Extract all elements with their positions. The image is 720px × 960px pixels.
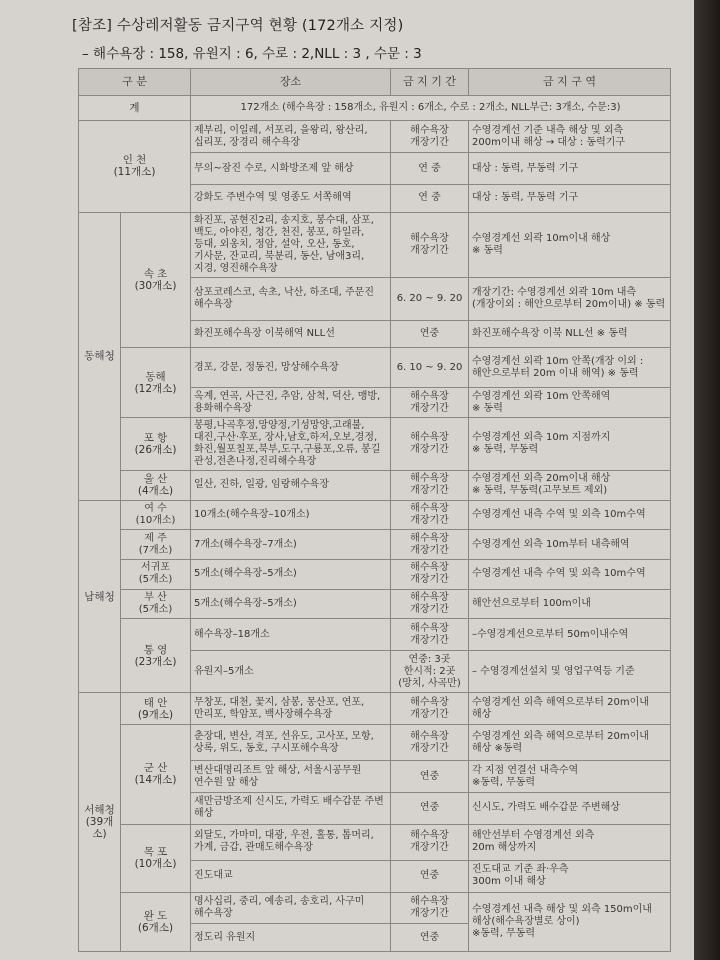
region-cell: 인 천 (11개소) [79,121,191,212]
table-row [79,725,671,761]
table-row [79,500,671,530]
column-header-period: 금 지 기 간 [391,69,469,96]
period-cell: 연중 [391,320,469,348]
column-header-zone: 금 지 구 역 [469,69,671,96]
zone-cell: 수영경계선 외측 해역으로부터 20m이내 해상 ※동력 [469,725,671,761]
zone-cell: –수영경계선으로부터 50m이내수역 [469,619,671,651]
zone-cell: 수영경계선 내측 해상 및 외측 150m이내 해상(해수욕장별로 상이) ※동력, 무동력 [469,892,671,951]
zone-cell: 대상 : 동력, 무동력 기구 [469,184,671,212]
period-cell: 해수욕장 개장기간 [391,824,469,860]
zone-cell: 화진포해수욕장 이북 NLL선 ※ 동력 [469,320,671,348]
table-row [79,824,671,860]
place-cell: 해수욕장–18개소 [191,619,391,651]
zone-cell: 신시도, 가력도 배수갑문 주변해상 [469,792,671,824]
restriction-table [78,68,671,952]
table-header-row [79,69,671,96]
region-cell: 울 산 (4개소) [121,470,191,500]
place-cell: 봉평,나곡후정,망양정,기성망양,고래불, 대진,구산·후포, 장사,남호,하저,오보,경정,화진,월포칠포,북부,도구,구룡포,오류, 봉길 관성,전촌나정,진리해수욕장 [191,418,391,471]
period-cell: 연중 [391,860,469,892]
period-cell: 해수욕장 개장기간 [391,470,469,500]
page-subtitle: – 해수욕장 : 158, 유원지 : 6, 수로 : 2,NLL : 3 , 수문 : 3 [82,46,422,62]
place-cell: 외달도, 가마미, 대광, 우전, 홀통, 톱머리, 가계, 금갑, 관매도해수욕장 [191,824,391,860]
period-cell: 해수욕장 개장기간 [391,388,469,418]
region-cell: 여 수 (10개소) [121,500,191,530]
period-cell: 해수욕장 개장기간 [391,418,469,471]
place-cell: 무의~잠진 수로, 시화방조제 앞 해상 [191,153,391,185]
place-cell: 유원지–5개소 [191,651,391,693]
region-cell: 완 도 (6개소) [121,892,191,951]
zone-cell: 수영경계선 외측 10m 지점까지 ※ 동력, 무동력 [469,418,671,471]
region-cell: 포 항 (26개소) [121,418,191,471]
page-title: [참조] 수상레저활동 금지구역 현황 (172개소 지정) [72,18,404,34]
period-cell: 연중 [391,761,469,793]
table-row [79,348,671,388]
zone-cell: 해안선으로부터 100m이내 [469,589,671,619]
zone-cell: 수영경계선 내측 수역 및 외측 10m수역 [469,559,671,589]
column-header-place: 장소 [191,69,391,96]
table-row [79,212,671,278]
place-cell: 5개소(해수욕장–5개소) [191,559,391,589]
table-row [79,530,671,560]
place-cell: 진도대교 [191,860,391,892]
zone-cell: 진도대교 기준 좌·우측 300m 이내 해상 [469,860,671,892]
period-cell: 해수욕장 개장기간 [391,589,469,619]
zone-cell: – 수영경계선설치 및 영업구역등 기준 [469,651,671,693]
agency-cell: 서해청 (39개소) [79,693,121,952]
place-cell: 5개소(해수욕장–5개소) [191,589,391,619]
region-cell: 통 영 (23개소) [121,619,191,693]
column-header-category: 구 분 [79,69,191,96]
period-cell: 해수욕장 개장기간 [391,500,469,530]
table-row [79,559,671,589]
region-cell: 속 초 (30개소) [121,212,191,348]
page-edge-shadow [694,0,720,960]
place-cell: 10개소(해수욕장–10개소) [191,500,391,530]
total-text: 172개소 (해수욕장 : 158개소, 유원지 : 6개소, 수로 : 2개소, NLL부근: 3개소, 수문:3) [191,96,671,121]
region-cell: 제 주 (7개소) [121,530,191,560]
period-cell: 해수욕장 개장기간 [391,530,469,560]
zone-cell: 대상 : 동력, 무동력 기구 [469,153,671,185]
table-row [79,418,671,471]
total-label: 계 [79,96,191,121]
place-cell: 정도리 유원지 [191,924,391,952]
table-row [79,121,671,153]
zone-cell: 수영경계선 외곽 10m 안쪽해역 ※ 동력 [469,388,671,418]
zone-cell: 수영경계선 내측 수역 및 외측 10m수역 [469,500,671,530]
zone-cell: 수영경계선 외곽 10m 안쪽(개장 이외 : 해안으로부터 20m 이내 해역) ※ 동력 [469,348,671,388]
place-cell: 명사십리, 중리, 예송리, 송호리, 사구미 해수욕장 [191,892,391,924]
zone-cell: 수영경계선 외측 10m부터 내측해역 [469,530,671,560]
period-cell: 해수욕장 개장기간 [391,559,469,589]
place-cell: 변산대명리조트 앞 해상, 서울시공무원 연수원 앞 해상 [191,761,391,793]
region-cell: 서귀포 (5개소) [121,559,191,589]
period-cell: 해수욕장 개장기간 [391,212,469,278]
region-cell: 군 산 (14개소) [121,725,191,825]
table-row [79,693,671,725]
period-cell: 연 중 [391,184,469,212]
agency-cell: 동해청 [79,212,121,500]
place-cell: 7개소(해수욕장–7개소) [191,530,391,560]
period-cell: 6. 20 ~ 9. 20 [391,278,469,320]
place-cell: 춘장대, 변산, 격포, 선유도, 고사포, 모항, 상록, 위도, 동호, 구시포해수욕장 [191,725,391,761]
zone-cell: 각 지점 연결선 내측수역 ※동력, 무동력 [469,761,671,793]
table-row [79,470,671,500]
place-cell: 경포, 강문, 정동진, 망상해수욕장 [191,348,391,388]
place-cell: 화진포해수욕장 이북해역 NLL선 [191,320,391,348]
table-total-row [79,96,671,121]
period-cell: 연 중 [391,153,469,185]
table-row [79,589,671,619]
period-cell: 6. 10 ~ 9. 20 [391,348,469,388]
place-cell: 새만금방조제 신시도, 가력도 배수갑문 주변 해상 [191,792,391,824]
zone-cell: 수영경계선 외측 해역으로부터 20m이내 해상 [469,693,671,725]
zone-cell: 수영경계선 외측 20m이내 해상 ※ 동력, 무동력(고무보트 제외) [469,470,671,500]
period-cell: 해수욕장 개장기간 [391,693,469,725]
place-cell: 무창포, 대천, 꽃지, 삼봉, 몽산포, 연포, 만리포, 학암포, 백사장해수욕장 [191,693,391,725]
region-cell: 태 안 (9개소) [121,693,191,725]
zone-cell: 해안선부터 수영경계선 외측 20m 해상까지 [469,824,671,860]
zone-cell: 수영경계선 기준 내측 해상 및 외측 200m이내 해상 → 대상 : 동력기구 [469,121,671,153]
period-cell: 해수욕장 개장기간 [391,619,469,651]
place-cell: 일산, 진하, 일광, 임랑해수욕장 [191,470,391,500]
place-cell: 화진포, 공현진2리, 송지호, 봉수대, 삼포, 백도, 아야진, 청간, 천진, 봉포, 하일라, 등대, 외옹치, 정암, 설악, 오산, 동호, 기사문, 잔교리, 북분리, 동산, 남애3리, 지경, 영진해수욕장 [191,212,391,278]
period-cell: 해수욕장 개장기간 [391,892,469,924]
region-cell: 동해 (12개소) [121,348,191,418]
region-cell: 부 산 (5개소) [121,589,191,619]
zone-cell: 개장기간: 수영경계선 외곽 10m 내측 (개장이외 : 해안으로부터 20m이내) ※ 동력 [469,278,671,320]
agency-cell: 남해청 [79,500,121,693]
period-cell: 해수욕장 개장기간 [391,121,469,153]
region-cell: 목 포 (10개소) [121,824,191,892]
place-cell: 제부리, 이일레, 서포리, 을왕리, 왕산리, 십리포, 장경리 해수욕장 [191,121,391,153]
table-row [79,619,671,651]
table-row [79,892,671,924]
period-cell: 해수욕장 개장기간 [391,725,469,761]
period-cell: 연중 [391,924,469,952]
period-cell: 연중: 3곳 한시적: 2곳 (망치, 사곡만) [391,651,469,693]
place-cell: 삼포코레스코, 속초, 낙산, 하조대, 주문진 해수욕장 [191,278,391,320]
period-cell: 연중 [391,792,469,824]
zone-cell: 수영경계선 외곽 10m이내 해상 ※ 동력 [469,212,671,278]
place-cell: 옥계, 연곡, 사근진, 추암, 삼척, 덕산, 맹방, 용화해수욕장 [191,388,391,418]
place-cell: 강화도 주변수역 및 영종도 서쪽해역 [191,184,391,212]
